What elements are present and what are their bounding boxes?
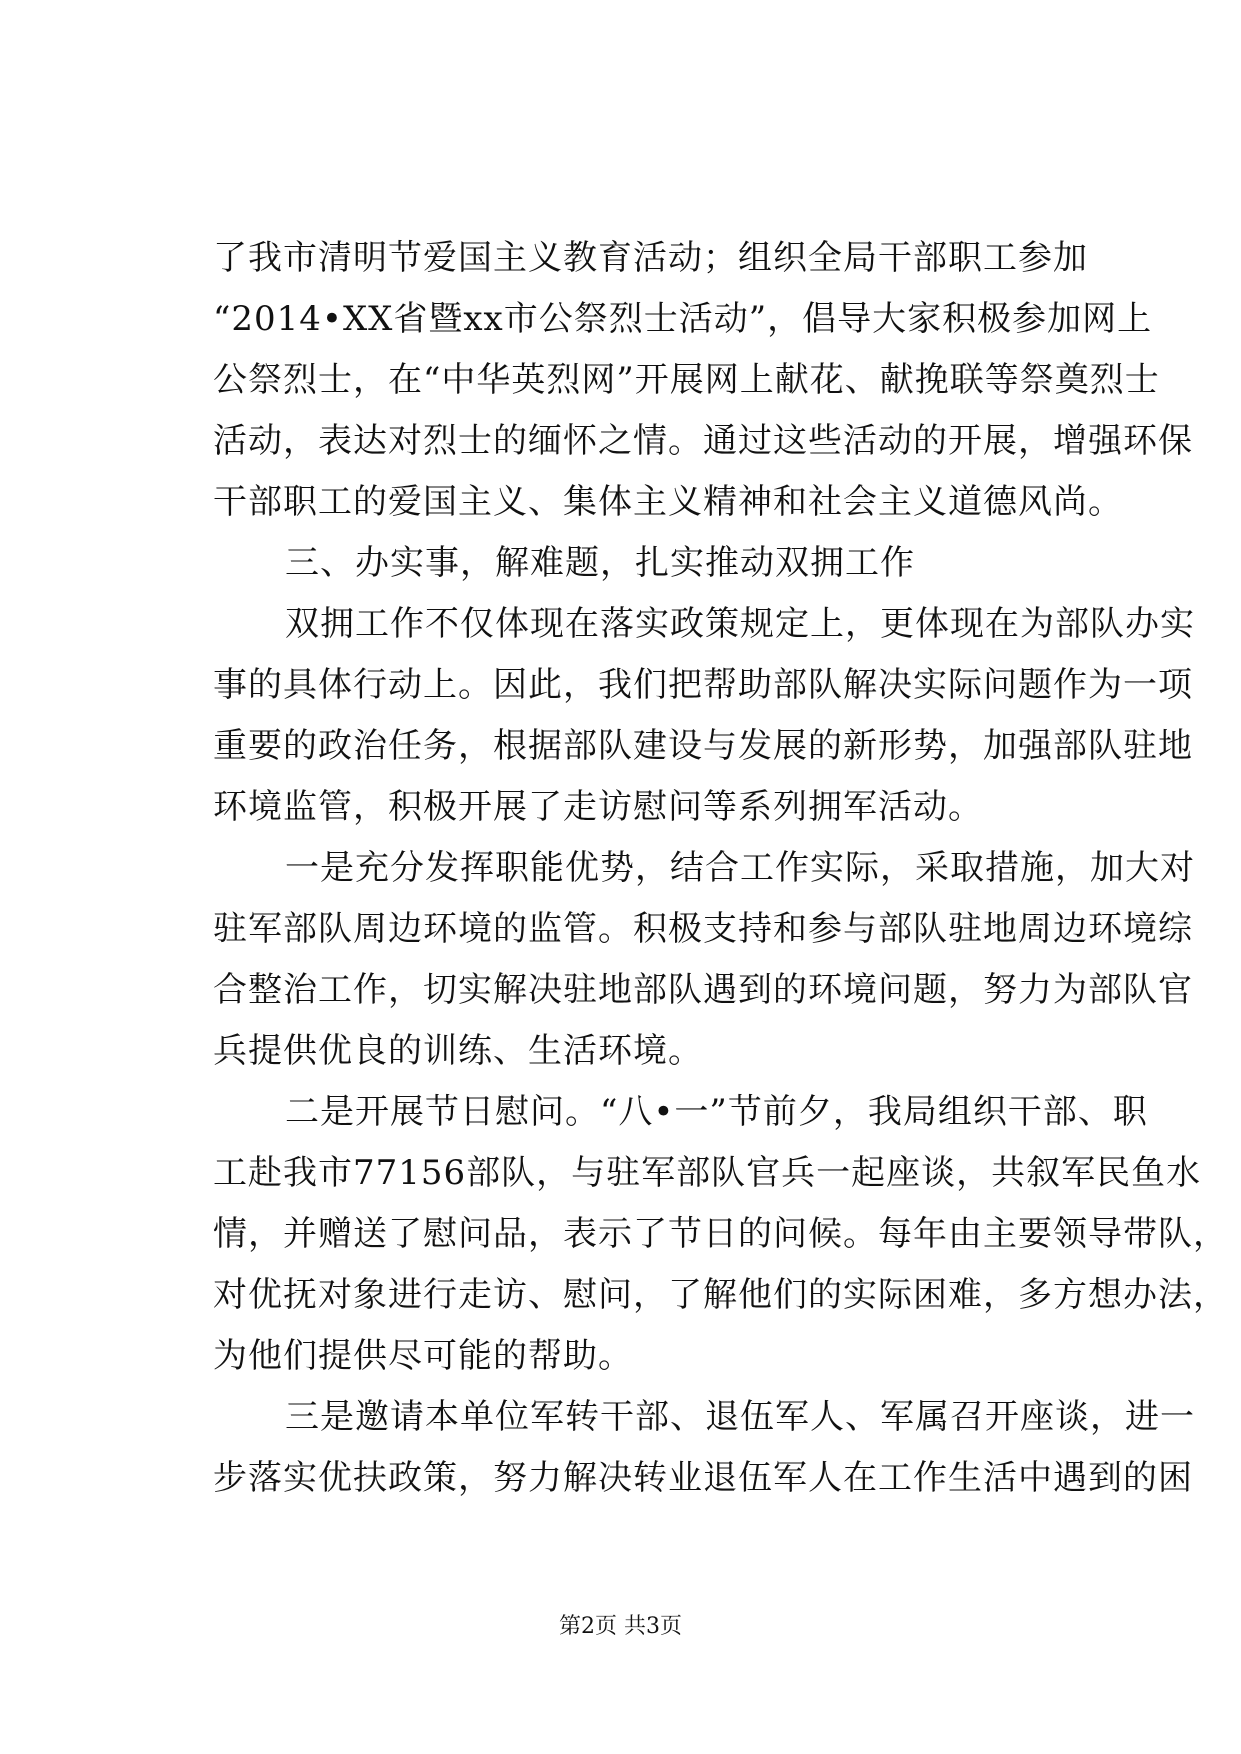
text-line: 兵提供优良的训练、生活环境。 — [213, 1031, 703, 1071]
text-line: 合整治工作，切实解决驻地部队遇到的环境问题，努力为部队官 — [213, 970, 1193, 1010]
text-line: 对优抚对象进行走访、慰问，了解他们的实际困难，多方想办法， — [213, 1275, 1228, 1315]
text-line: 事的具体行动上。因此，我们把帮助部队解决实际问题作为一项 — [213, 665, 1193, 705]
text-line: 步落实优扶政策，努力解决转业退伍军人在工作生活中遇到的困 — [213, 1458, 1193, 1498]
page-number-label: 第2页 共3页 — [559, 1614, 682, 1639]
page-footer — [0, 1612, 1241, 1642]
text-line: 二是开展节日慰问。“八•一”节前夕，我局组织干部、职 — [285, 1092, 1148, 1132]
text-line: 公祭烈士，在“中华英烈网”开展网上献花、献挽联等祭奠烈士 — [213, 360, 1160, 400]
text-line: 干部职工的爱国主义、集体主义精神和社会主义道德风尚。 — [213, 482, 1123, 522]
text-line: 驻军部队周边环境的监管。积极支持和参与部队驻地周边环境综 — [213, 909, 1193, 949]
text-line: 了我市清明节爱国主义教育活动；组织全局干部职工参加 — [213, 238, 1088, 278]
section-heading: 三、办实事，解难题，扎实推动双拥工作 — [285, 543, 915, 583]
text-line: “2014•XX省暨xx市公祭烈士活动”，倡导大家积极参加网上 — [213, 299, 1153, 339]
text-line: 一是充分发挥职能优势，结合工作实际，采取措施，加大对 — [285, 848, 1195, 888]
text-line: 环境监管，积极开展了走访慰问等系列拥军活动。 — [213, 787, 983, 827]
document-body — [213, 228, 1228, 1509]
text-line: 为他们提供尽可能的帮助。 — [213, 1336, 633, 1376]
text-line: 三是邀请本单位军转干部、退伍军人、军属召开座谈，进一 — [285, 1397, 1195, 1437]
text-line: 双拥工作不仅体现在落实政策规定上，更体现在为部队办实 — [285, 604, 1195, 644]
text-line: 活动，表达对烈士的缅怀之情。通过这些活动的开展，增强环保 — [213, 421, 1193, 461]
text-line: 重要的政治任务，根据部队建设与发展的新形势，加强部队驻地 — [213, 726, 1193, 766]
text-line: 情，并赠送了慰问品，表示了节日的问候。每年由主要领导带队， — [213, 1214, 1228, 1254]
text-line: 工赴我市77156部队，与驻军部队官兵一起座谈，共叙军民鱼水 — [213, 1153, 1202, 1193]
